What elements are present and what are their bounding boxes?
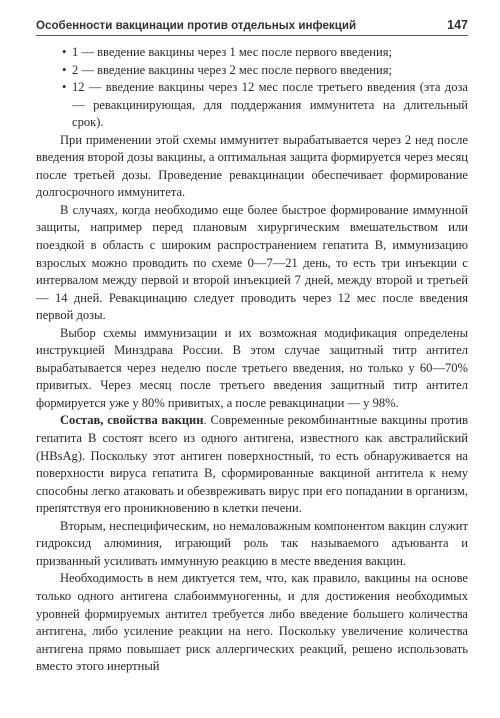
paragraph-text: Выбор схемы иммунизации и их возможная модификация определены инструкцией Минздрава России. В этом случае защитный титр антител вырабатывается через неделю после третьего введения, но только у 60—70% привитых. Через месяц после третьего введения защитный титр антител формируется уже у 80% привитых, а после ревакцинации — у 98%. <box>36 325 468 410</box>
paragraph-text: . Современные рекомбинантные вакцины против гепатита В состоят всего из одного антигена, известного как австралийский (HBsAg). Поскольку этот антиген поверхностный, то есть обнаруживается на поверхности вируса гепатита В, сформированные вакциной антитела к нему способны легко атаковать и обезвреживать вирус при его попадании в организм, препятствуя его проникновению в клетки печени. <box>36 413 468 516</box>
paragraph-text: Вторым, неспецифическим, но немаловажным компонентом вакцин служит гидроксид алюминия, играющий роль так называемого адъюванта и призванный усиливать иммунную реакцию в месте введения вакцин. <box>36 518 468 568</box>
paragraph <box>36 132 468 202</box>
page-number: 147 <box>447 18 468 32</box>
running-header <box>36 18 468 36</box>
paragraph-text: При применении этой схемы иммунитет вырабатывается через 2 нед после введения второй дозы вакцины, а оптимальная защита формируется через месяц после третьей дозы. Проведение ревакцинации обеспечивает формирование долгосрочного иммунитета. <box>36 132 468 200</box>
paragraph-run-in-heading: Состав, свойства вакцин <box>60 413 204 428</box>
bullet-glyph: • <box>62 62 67 77</box>
bullet-glyph: • <box>62 80 67 95</box>
list-item-text: 1 — введение вакцины через 1 мес после первого введения; <box>72 45 392 59</box>
paragraph <box>36 412 468 517</box>
list-item <box>36 62 468 80</box>
paragraph <box>36 202 468 325</box>
paragraph-text: Необходимость в нем диктуется тем, что, как правило, вакцины на основе только одного антигена слабоиммуногенны, и для достижения необходимых уровней формируемых антител требуется либо введение большего количества антигена, либо усиление реакции на него. Поскольку увеличение количества антигена прямо повышает риск аллергических реакций, решено использовать вместо этого инертный <box>36 571 468 674</box>
schedule-list <box>36 44 468 132</box>
list-item <box>36 79 468 132</box>
list-item-text: 2 — введение вакцины через 2 мес после первого введения; <box>72 62 392 77</box>
paragraph-text: В случаях, когда необходимо еще более быстрое формирование иммунной защиты, например перед плановым хирургическим вмешательством или поездкой в область с широким распространением гепатита В, иммунизацию взрослых можно проводить по схеме 0—7—21 день, то есть три инъекции с интервалом между первой и второй инъекцией 7 дней, между второй и третьей — 14 дней. Ревакцинацию следует проводить через 12 мес после введения первой дозы. <box>36 202 468 323</box>
list-item <box>36 44 468 62</box>
bullet-glyph: • <box>62 45 67 59</box>
paragraph <box>36 518 468 571</box>
paragraph <box>36 325 468 413</box>
paragraph <box>36 570 468 675</box>
book-page <box>36 18 468 708</box>
section-title: Особенности вакцинации против отдельных инфекций <box>36 19 357 32</box>
list-item-text: 12 — введение вакцины через 12 мес после третьего введения (эта доза — ревакцинирующая, для поддержания иммунитета на длительный срок). <box>72 80 468 130</box>
body-text <box>36 44 468 676</box>
